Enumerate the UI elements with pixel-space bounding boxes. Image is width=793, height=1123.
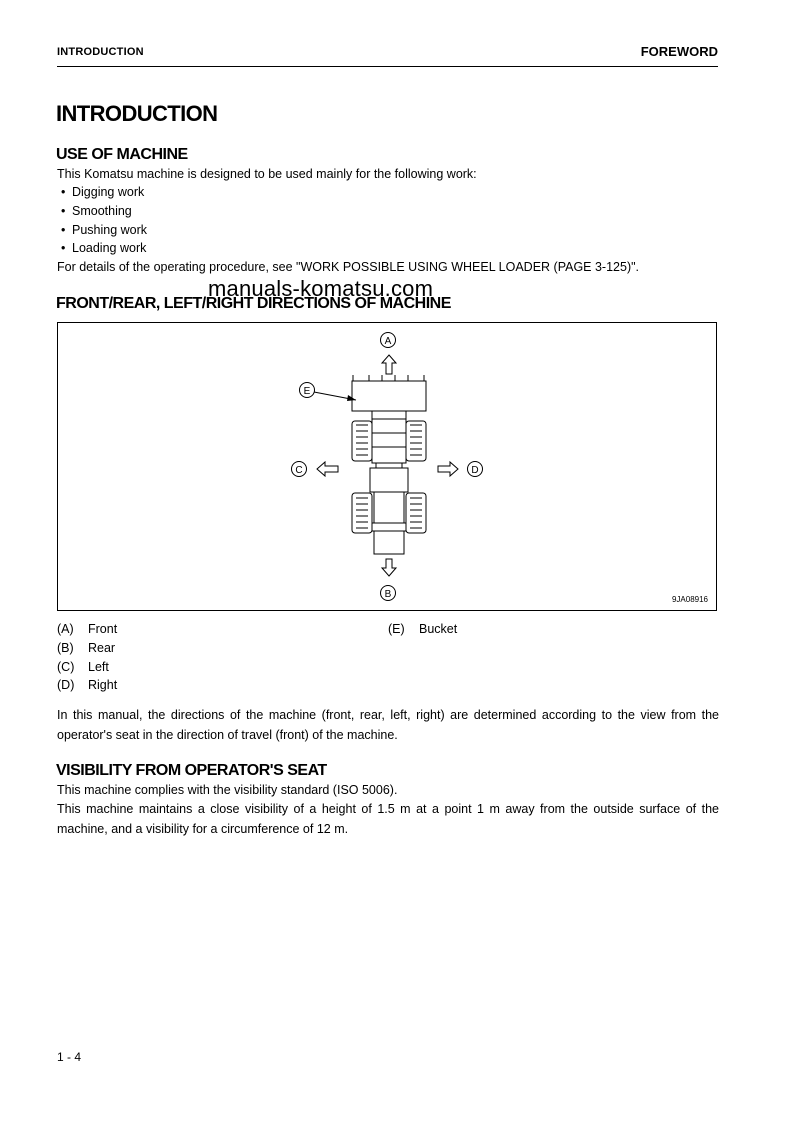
page-title: INTRODUCTION [56,101,218,126]
use-intro: This Komatsu machine is designed to be used mainly for the following work: [57,167,477,181]
watermark-text: manuals-komatsu.com [208,276,434,301]
visibility-heading: VISIBILITY FROM OPERATOR'S SEAT [56,762,327,779]
legend-item: (E) Bucket [388,622,458,636]
directions-note: In this manual, the directions of the machine (front, rear, left, right) are determined according to the view from the operator's seat in the direction of travel (front) of the machine. [57,708,719,742]
front-frame-icon [372,411,406,463]
marker-b-label: B [384,589,392,600]
visibility-line-1: This machine complies with the visibility standard (ISO 5006). [57,783,398,797]
legend-item: (D) Right [57,678,118,693]
visibility-line-2: This machine maintains a close visibility of a height of 1.5 m at a point 1 m away from the outside surface of the machine, and a visibility for a circumference of 12 m. [57,802,719,836]
bucket-icon [352,375,426,411]
use-heading: USE OF MACHINE [56,146,188,163]
page-header [57,44,718,67]
work-list [57,183,147,258]
arrow-left-icon [317,462,338,476]
legend-left [57,620,117,695]
list-item: • Loading work [57,239,147,258]
marker-d-label: D [471,465,479,476]
marker-e-label: E [303,386,311,397]
header-section: INTRODUCTION [57,46,144,58]
marker-a-label: A [384,336,392,347]
legend-right [388,620,457,639]
page-number: 1 - 4 [57,1050,82,1064]
directions-figure [57,322,717,611]
figure-code: 9JA08916 [671,595,708,604]
wheel-loader-diagram [58,323,716,610]
arrow-up-icon [382,355,396,374]
list-item: • Smoothing [57,202,147,221]
directions-heading: FRONT/REAR, LEFT/RIGHT DIRECTIONS OF MACHINE [56,295,451,312]
legend-item: (A) Front [57,622,118,636]
rear-frame-icon [372,492,406,554]
legend-item: (C) Left [57,659,109,674]
arrow-down-icon [382,559,396,576]
header-chapter: FOREWORD [640,44,718,59]
list-item: • Digging work [57,183,147,202]
list-item: • Pushing work [57,221,147,240]
legend-item: (B) Rear [57,640,116,655]
marker-c-label: C [295,465,303,476]
cab-icon [370,463,408,492]
arrow-right-icon [438,462,458,476]
use-details: For details of the operating procedure, see "WORK POSSIBLE USING WHEEL LOADER (PAGE 3-125)". [57,260,640,274]
